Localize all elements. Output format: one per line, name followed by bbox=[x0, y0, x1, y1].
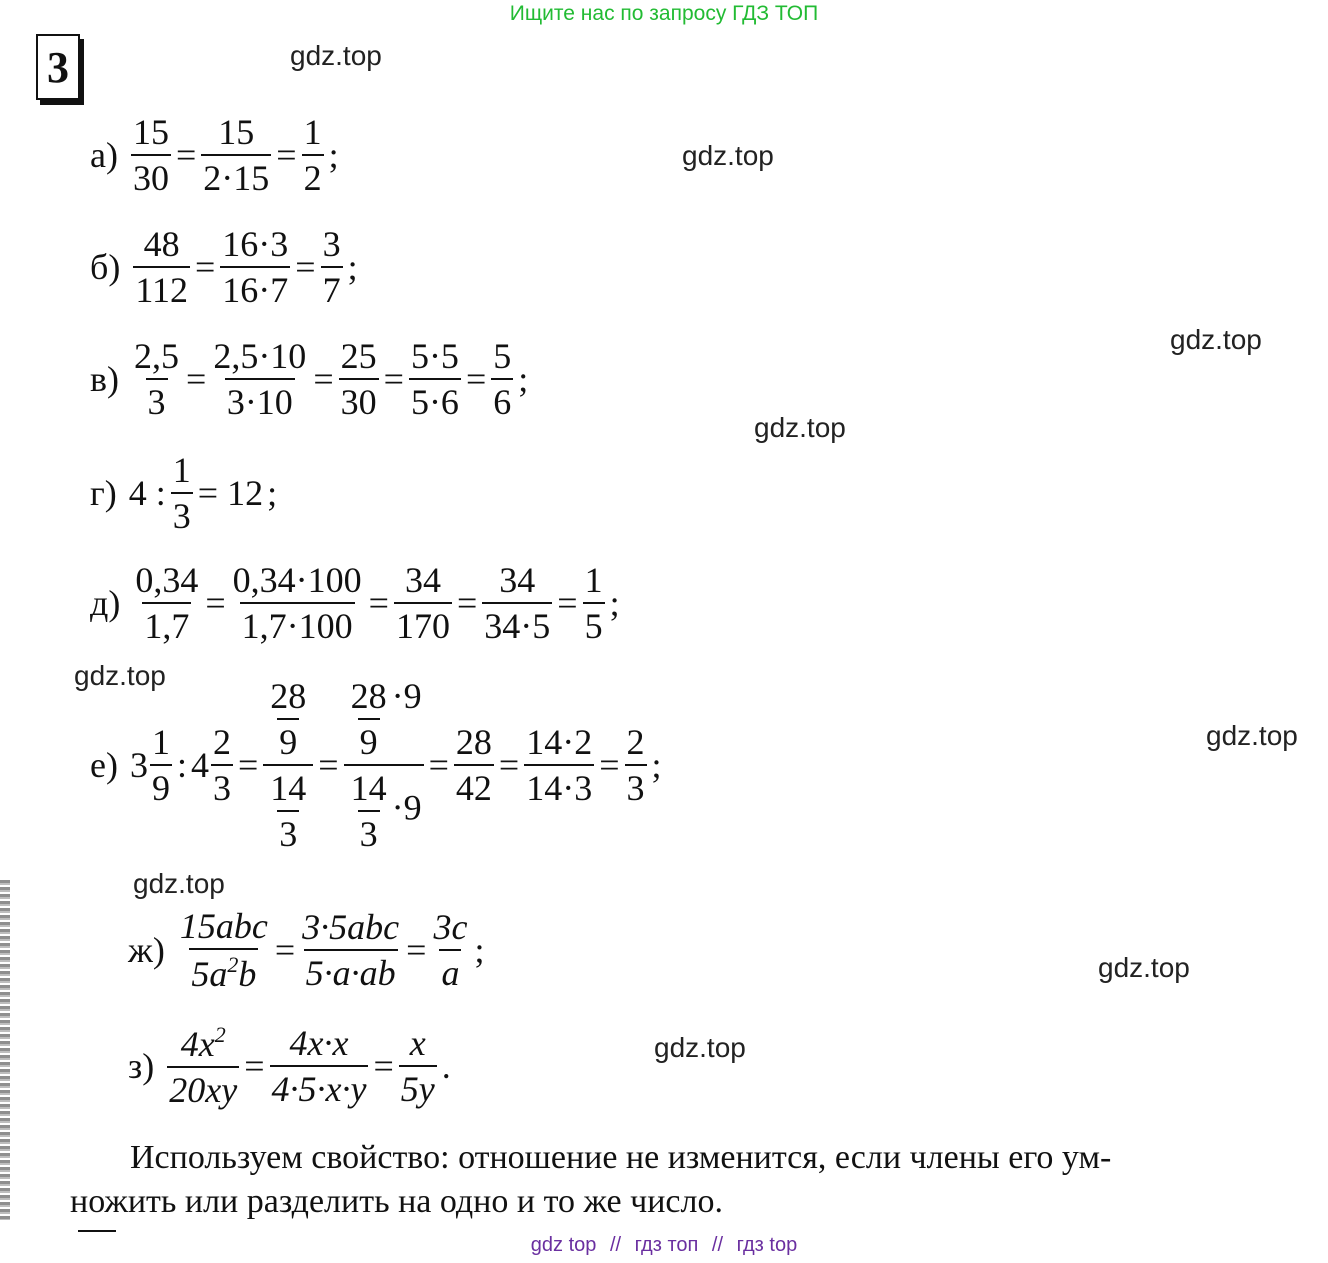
watermark: gdz.top bbox=[133, 868, 225, 899]
watermark: gdz.top bbox=[1206, 720, 1298, 751]
divider bbox=[78, 1230, 116, 1232]
watermark: gdz.top bbox=[74, 660, 166, 691]
watermark: gdz.top bbox=[682, 140, 774, 171]
item-zh: ж) $\frac{\text{15abc}}{5a^2b}$ = $\frac{\text{3·5abc}}{5\cdot a\cdot ab}$ = $\frac{3c}{a}$ ; bbox=[128, 906, 485, 994]
item-e: е) 3 $\frac{1}{9}$ : 4 $\frac{2}{3}$ = $\frac{\frac{28}{9}}{\frac{14}{3}}$ = $\frac{28}{9}$ ·9 $\frac{14}{3}$ ·9 = $\frac{28}{42}$ = $\frac{14\cdot 2}{14\cdot 3}$ = $\frac{2}{3}$ ; bbox=[90, 676, 662, 854]
item-b: б) $\frac{48}{112}$ = $\frac{16\cdot 3}{16\cdot 7}$ = $\frac{3}{7}$ ; bbox=[90, 224, 358, 310]
item-label: ж) bbox=[128, 930, 165, 970]
item-label: а) bbox=[90, 135, 118, 175]
item-label: г) bbox=[90, 473, 117, 513]
watermark: gdz.top bbox=[754, 412, 846, 443]
footer-separator: // bbox=[609, 1234, 622, 1256]
footer-link[interactable]: gdz top bbox=[530, 1234, 597, 1256]
problem-number-badge bbox=[36, 34, 80, 100]
item-a: а) $\frac{15}{30}$ = $\frac{15}{2\cdot 15}$ = $\frac{1}{2}$ ; bbox=[90, 112, 339, 198]
footer-links bbox=[0, 1234, 1328, 1257]
footer-separator: // bbox=[711, 1234, 724, 1256]
item-z: з) $\frac{4x^2}{20xy}$ = $\frac{4x\cdot x}{4\cdot 5\cdot x\cdot y}$ = $\frac{x}{5y}$ . bbox=[128, 1022, 451, 1110]
problem-number: 3 bbox=[47, 42, 69, 92]
item-g: г) 4 : $\frac{1}{3}$ = 12 ; bbox=[90, 450, 278, 536]
item-label: д) bbox=[90, 583, 121, 623]
item-label: в) bbox=[90, 359, 119, 399]
footer-link[interactable]: гдз топ bbox=[634, 1234, 699, 1256]
item-label: з) bbox=[128, 1046, 155, 1086]
watermark: gdz.top bbox=[290, 40, 382, 71]
item-d: д) $\frac{0,34}{1,7}$ = $\frac{0,34\cdot 100}{1,7\cdot 100}$ = $\frac{34}{170}$ = $\frac{34}{34\cdot 5}$ = $\frac{1}{5}$ ; bbox=[90, 560, 620, 646]
conclusion-line: Используем свойство: отношение не изменится, если члены его ум- bbox=[130, 1139, 1112, 1176]
item-label: е) bbox=[90, 745, 118, 785]
conclusion-line: ножить или разделить на одно и то же число. bbox=[70, 1183, 723, 1220]
watermark: gdz.top bbox=[1170, 324, 1262, 355]
footer-link[interactable]: гдз top bbox=[736, 1234, 798, 1256]
item-label: б) bbox=[90, 247, 121, 287]
watermark: gdz.top bbox=[1098, 952, 1190, 983]
item-v: в) $\frac{2,5}{3}$ = $\frac{2,5\cdot 10}{3\cdot 10}$ = $\frac{25}{30}$ = $\frac{5\cdot 5}{5\cdot 6}$ = $\frac{5}{6}$ ; bbox=[90, 336, 529, 422]
conclusion-text bbox=[70, 1136, 1310, 1224]
watermark: gdz.top bbox=[654, 1032, 746, 1063]
search-banner[interactable]: Ищите нас по запросу ГДЗ ТОП bbox=[509, 2, 819, 25]
scan-edge bbox=[0, 880, 10, 1220]
